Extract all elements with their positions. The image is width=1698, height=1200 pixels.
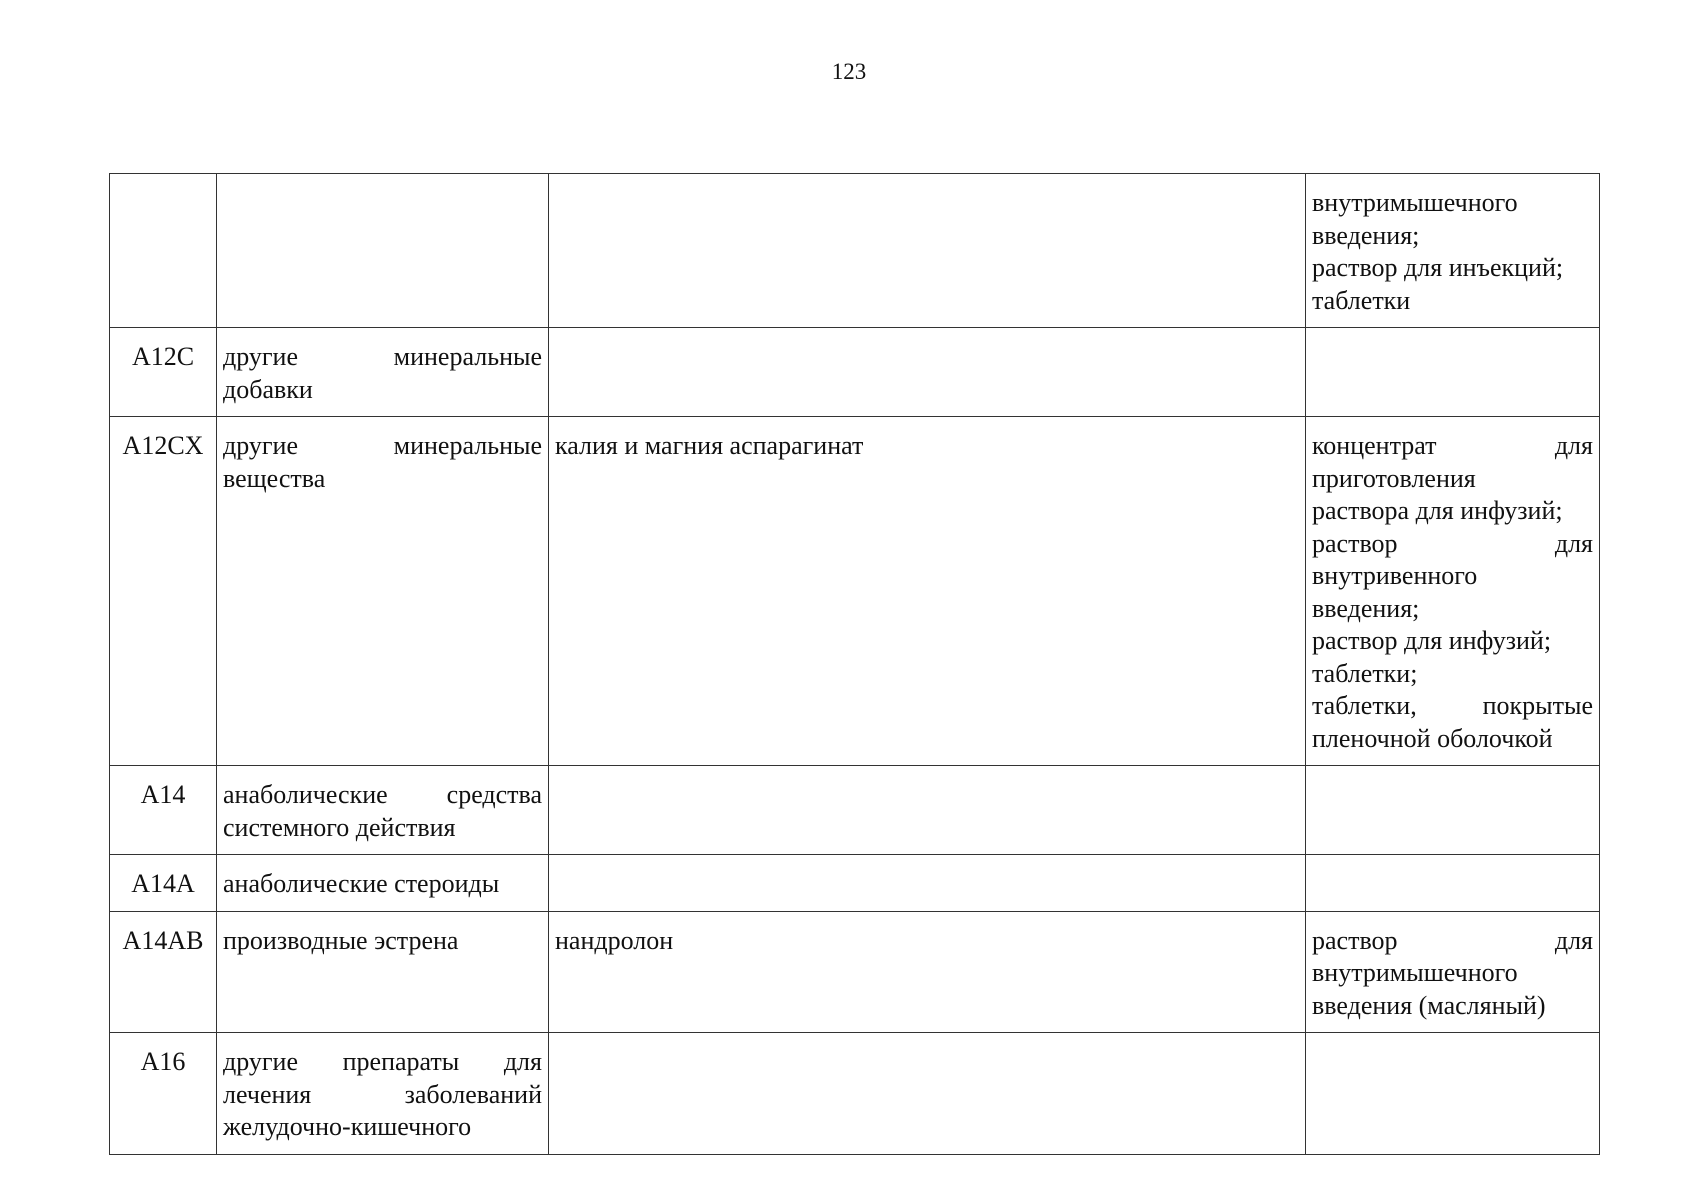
group-text-line: анаболические средства	[223, 780, 542, 809]
dosage-form-line: пленочной оболочкой	[1312, 723, 1553, 753]
dosage-form-line: раствор для	[1312, 528, 1593, 558]
atc-code-cell	[110, 174, 217, 328]
dosage-form-cell	[1306, 1033, 1600, 1155]
dosage-form-cell	[1306, 855, 1600, 912]
dosage-form-cell	[1306, 766, 1600, 855]
dosage-form-line: введения;	[1312, 593, 1420, 623]
table-row	[110, 1033, 1600, 1155]
anatomical-group-cell	[217, 417, 549, 766]
anatomical-group-cell	[217, 855, 549, 912]
dosage-form-line: введения;	[1312, 220, 1420, 250]
anatomical-group-cell	[217, 766, 549, 855]
group-text-line: лечения заболеваний	[223, 1079, 542, 1109]
drug-name-cell	[549, 855, 1306, 912]
group-text-line: вещества	[223, 463, 326, 493]
group-text-line: другие минеральные	[223, 342, 542, 371]
group-text-line: желудочно-кишечного	[223, 1112, 472, 1141]
dosage-form-cell	[1306, 174, 1600, 328]
dosage-form-line: приготовления	[1312, 463, 1476, 493]
dosage-form-cell	[1306, 328, 1600, 417]
dosage-form-cell	[1306, 417, 1600, 766]
table-row	[110, 766, 1600, 855]
table-row	[110, 855, 1600, 912]
anatomical-group-cell	[217, 911, 549, 1033]
drug-name-cell	[549, 1033, 1306, 1155]
dosage-form-line: введения (масляный)	[1312, 990, 1546, 1020]
group-text-line: производные эстрена	[223, 925, 459, 955]
atc-code-cell: A12CX	[110, 417, 217, 766]
group-text-line: другие препараты для	[223, 1047, 542, 1076]
dosage-form-line: внутримышечного	[1312, 188, 1518, 217]
atc-code-cell: A14AB	[110, 911, 217, 1033]
drug-name-cell: нандролон	[549, 911, 1306, 1033]
dosage-form-line: раствор для инфузий;	[1312, 626, 1552, 655]
anatomical-group-cell	[217, 174, 549, 328]
group-text-line: анаболические стероиды	[223, 869, 500, 898]
dosage-form-line: раствор для инъекций;	[1312, 253, 1564, 282]
dosage-form-line: концентрат для	[1312, 431, 1593, 460]
table-row	[110, 417, 1600, 766]
drug-name-cell: калия и магния аспарагинат	[549, 417, 1306, 766]
group-text-line: системного действия	[223, 812, 456, 842]
drug-name-cell	[549, 328, 1306, 417]
dosage-form-line: внутривенного	[1312, 561, 1478, 590]
table-row	[110, 174, 1600, 328]
drug-name-cell	[549, 766, 1306, 855]
group-text-line: другие минеральные	[223, 431, 542, 460]
atc-code-cell: A14A	[110, 855, 217, 912]
dosage-form-line: таблетки, покрытые	[1312, 691, 1593, 720]
page-number: 123	[831, 59, 867, 84]
dosage-form-line: внутримышечного	[1312, 958, 1518, 987]
table-row	[110, 328, 1600, 417]
drug-list-table	[109, 173, 1600, 1155]
drug-name-cell	[549, 174, 1306, 328]
dosage-form-cell	[1306, 911, 1600, 1033]
table-body	[110, 174, 1600, 1155]
anatomical-group-cell	[217, 328, 549, 417]
dosage-form-line: раствор для	[1312, 925, 1593, 955]
dosage-form-line: таблетки;	[1312, 658, 1418, 688]
atc-code-cell: A14	[110, 766, 217, 855]
dosage-form-line: таблетки	[1312, 285, 1411, 315]
dosage-form-line: раствора для инфузий;	[1312, 496, 1563, 525]
group-text-line: добавки	[223, 374, 313, 404]
atc-code-cell: A12C	[110, 328, 217, 417]
table-row	[110, 911, 1600, 1033]
anatomical-group-cell	[217, 1033, 549, 1155]
atc-code-cell: A16	[110, 1033, 217, 1155]
